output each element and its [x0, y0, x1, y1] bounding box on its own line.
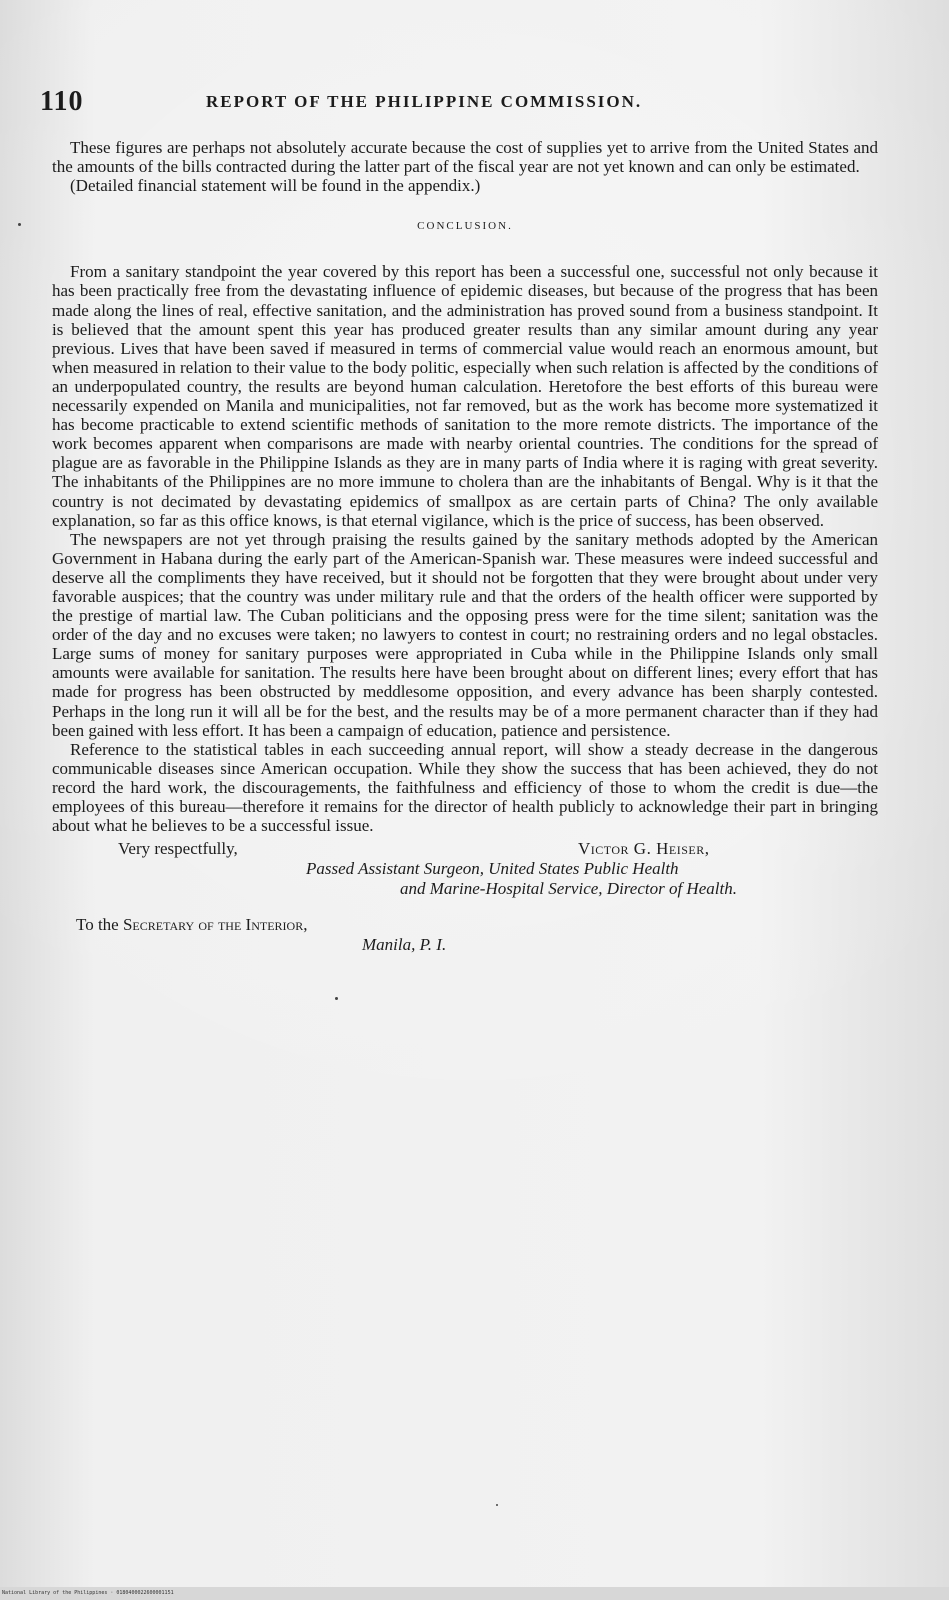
signer-title-line-2: and Marine-Hospital Service, Director of Health. — [400, 879, 737, 899]
paragraph-appendix-note: (Detailed financial statement will be found in the appendix.) — [70, 176, 481, 196]
running-head: REPORT OF THE PHILIPPINE COMMISSION. — [206, 92, 643, 111]
address-block — [52, 915, 878, 957]
paragraph-statistical-tables: Reference to the statistical tables in each succeeding annual report, will show a steady decrease in the dangerous communicable diseases since American occupation. While they show the success that has been achieved, they do not record the hard work, the discouragements, the faithfulness and efficiency of those to whom the credit is due—the employees of this bureau—therefore it remains for the director of health publicly to acknowledge their part in bringing about what he believes to be a successful issue. — [52, 739, 878, 836]
signer-title-line-1: Passed Assistant Surgeon, United States Public Health — [306, 859, 679, 879]
closing-salutation: Very respectfully, — [118, 839, 238, 859]
scan-footer — [0, 1587, 949, 1600]
addressee-name: Secretary of the Interior, — [122, 915, 308, 935]
section-heading-conclusion: CONCLUSION. — [417, 220, 513, 233]
paragraph-newspapers-habana: The newspapers are not yet through praising the results gained by the sanitary methods adopted by the American Government in Habana during the early part of the American-Spanish war. These measures were indeed successful and deserve all the compliments they have received, but it should not be forgotten that they were brought about under very favorable auspices; that the country was under military rule and that the orders of the health officer were supported by the prestige of martial law. The Cuban politicians and the opposing press were for the time silent; sanitation was the order of the day and no excuses were taken; no lawyers to contest in court; no restraining orders and no legal obstacles. Large sums of money for sanitary purposes were appropriated in Cuba while in the Philippine Islands only small amounts were available for sanitation. The results here have been brought about on different lines; every effort that has made for progress has been obstructed by meddlesome opposition, and every advance has been sharply contested. Perhaps in the long run it will all be for the best, and the results may be of a more permanent character than if they had been gained with less effort. It has been a campaign of education, patience and persistence. — [52, 529, 878, 740]
signer-name: Victor G. Heiser, — [578, 839, 710, 859]
paragraph-figures-accuracy: These figures are perhaps not absolutely accurate because the cost of supplies yet to arrive from the United States and the amounts of the bills contracted during the latter part of the fiscal year are not yet known and can only be estimated. — [52, 138, 878, 177]
signature-block — [52, 839, 878, 915]
addressee — [76, 915, 307, 934]
paragraph-sanitary-standpoint: From a sanitary standpoint the year covered by this report has been a successful one, successful not only because it has been practically free from the devastating influence of epidemic diseases, but because of the progress that has been made along the lines of real, effective sanitation, and the administration has proved sound from a business standpoint. It is believed that the amount spent this year has produced greater results than any similar amount during any year previous. Lives that have been saved if measured in terms of commercial value would reach an enormous amount, but when measured in relation to their value to the body politic, especially when such relation is affected by the conditions of an underpopulated country, the results are beyond human calculation. Heretofore the best efforts of this bureau were necessarily expended on Manila and municipalities, not far removed, but as the work has become more systematized it has become practicable to extend scientific methods of sanitation to the more remote districts. The importance of the work becomes apparent when comparisons are made with nearby oriental countries. The conditions for the spread of plague are as favorable in the Philippine Islands as they are in many parts of India where it is raging with great severity. The inhabitants of the Philippines are no more immune to cholera than are the inhabitants of Bengal. Why is it that the country is not decimated by devastating epidemics of smallpox as are certain parts of China? The only available explanation, so far as this office knows, is that eternal vigilance, which is the price of success, has been observed. — [52, 262, 878, 530]
scan-credit: National Library of the Philippines · 0180400022600001151 — [2, 1590, 174, 1596]
margin-mark — [335, 997, 338, 1000]
body-text — [52, 138, 878, 957]
page-number: 110 — [40, 86, 84, 117]
margin-mark — [18, 223, 21, 226]
margin-mark — [496, 1504, 498, 1506]
addressee-prefix: To the — [76, 915, 119, 935]
page-header — [40, 86, 860, 122]
address-location: Manila, P. I. — [362, 935, 447, 955]
